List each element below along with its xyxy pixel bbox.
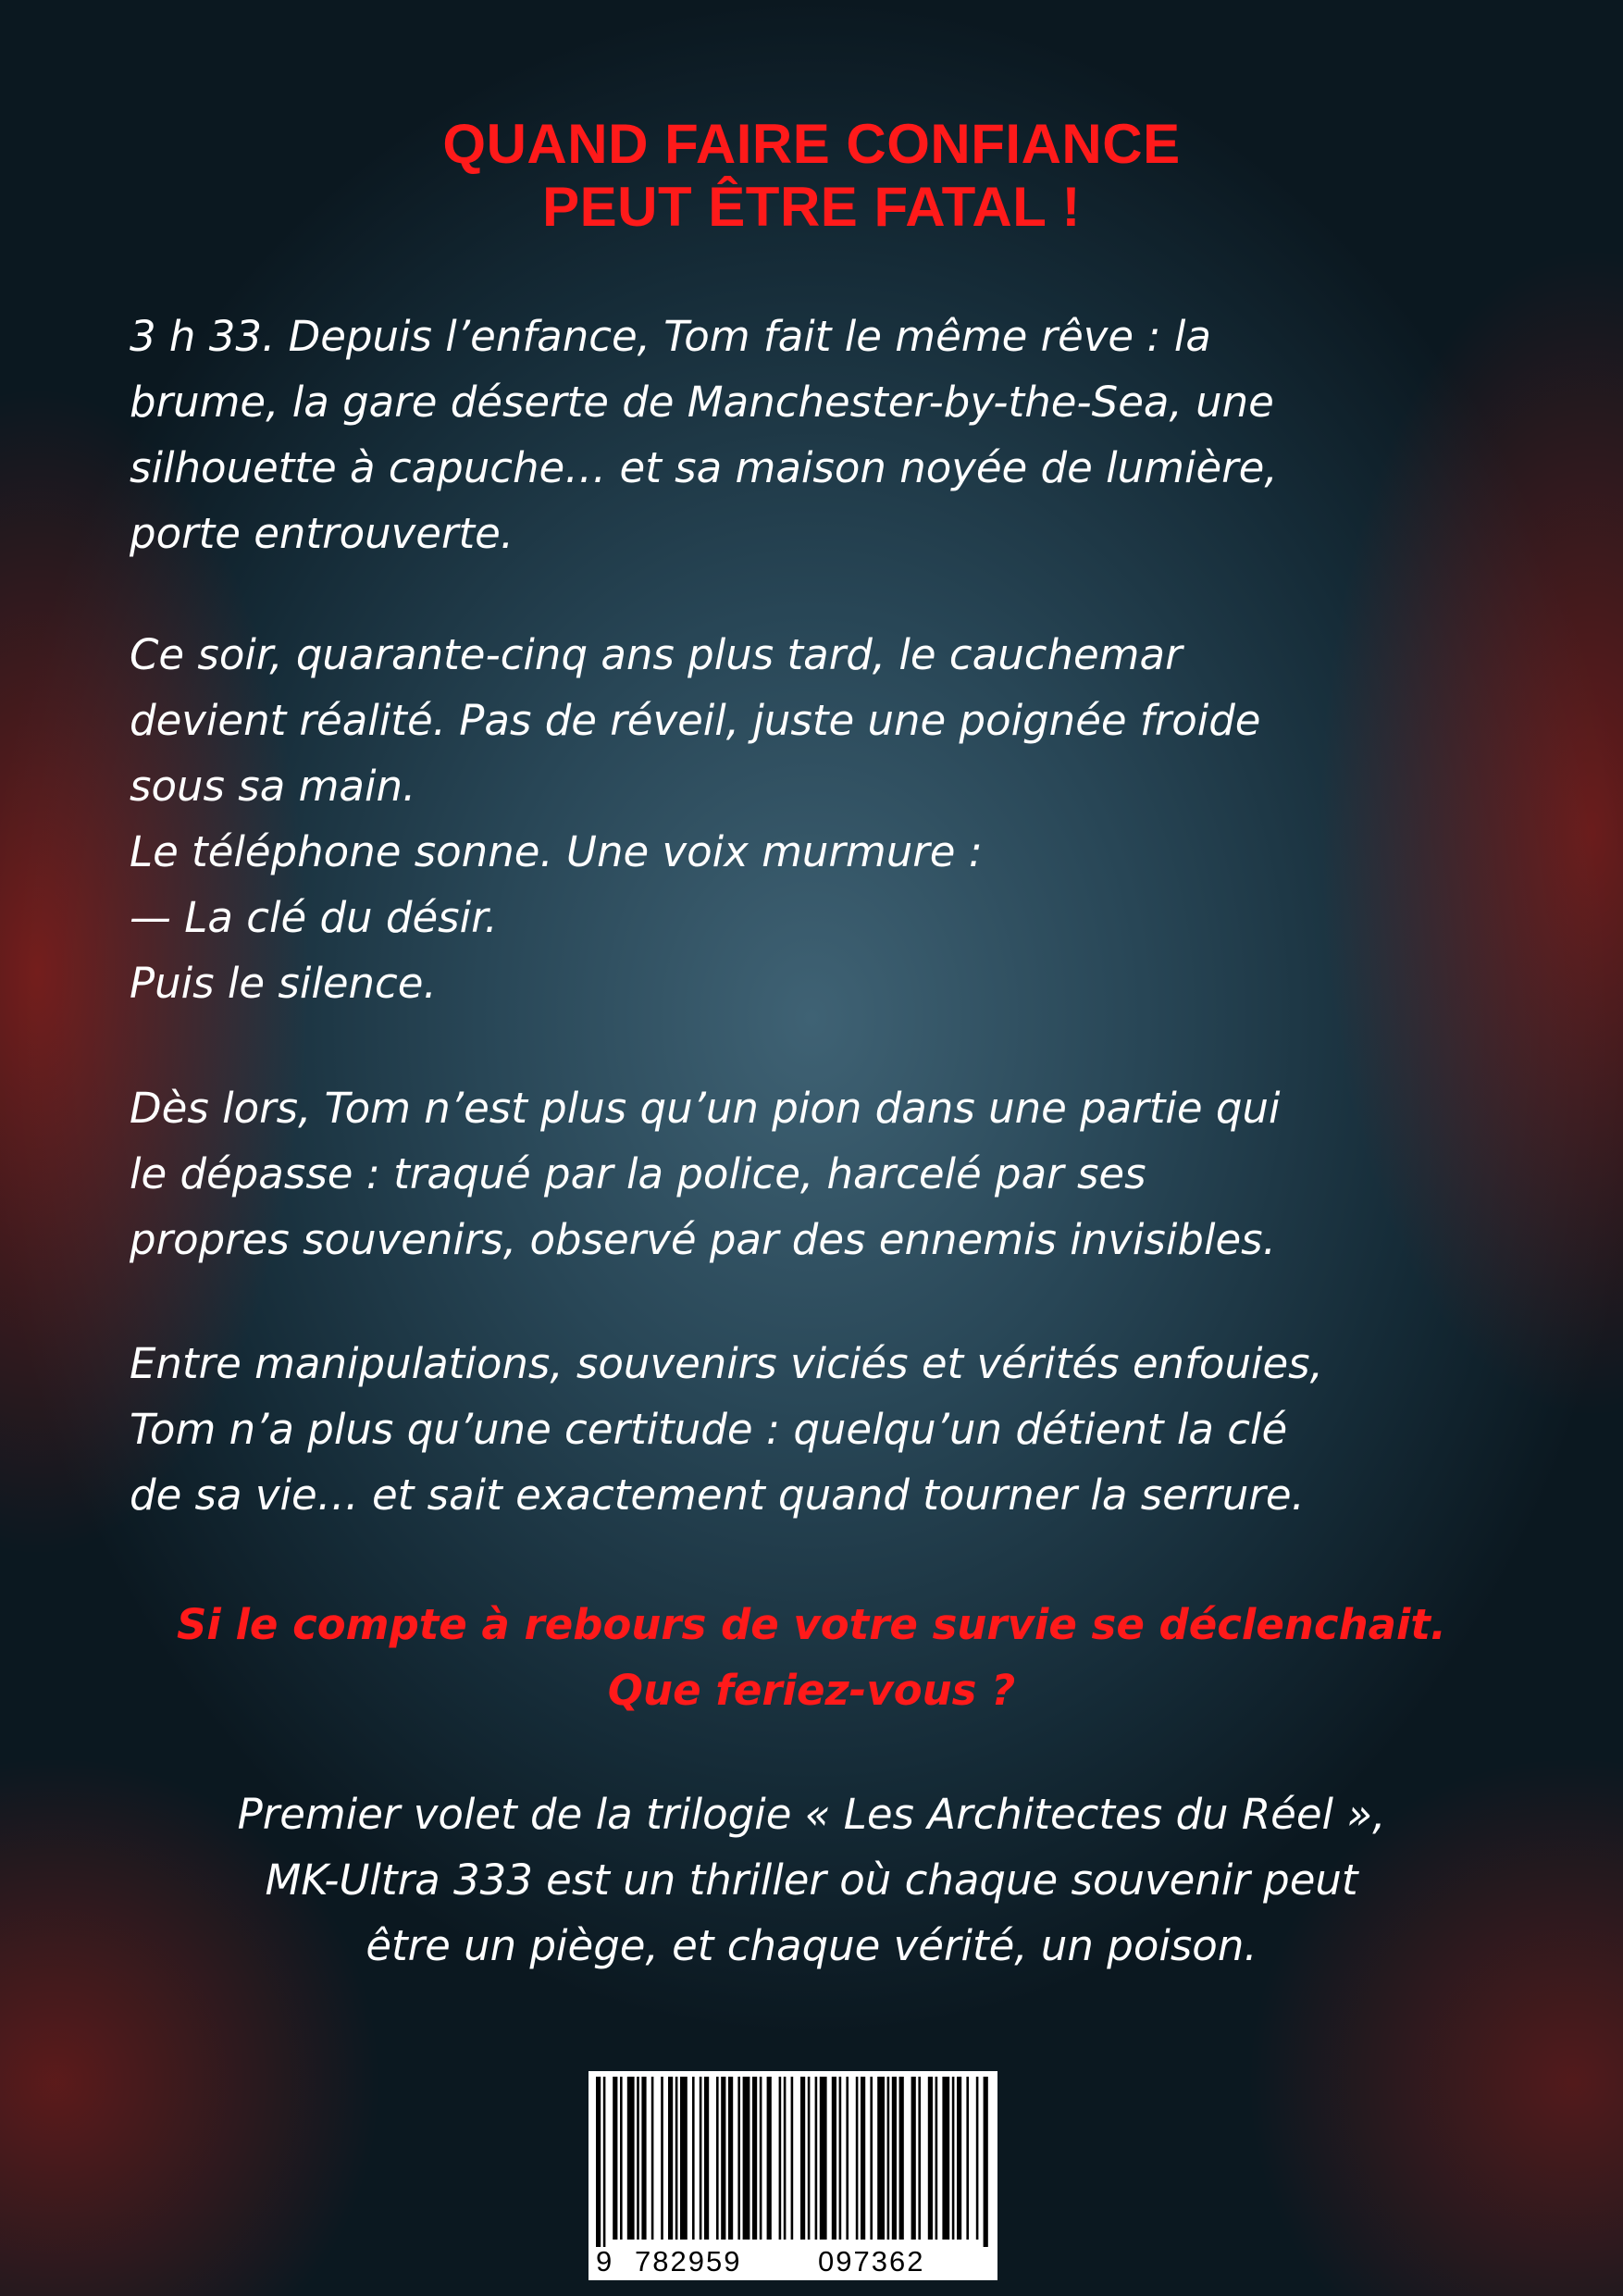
barcode-bar [808,2077,811,2240]
barcode-bar [704,2077,709,2240]
barcode-bar [651,2077,654,2240]
synopsis-paragraph-1 [130,304,1405,566]
paragraph-line: silhouette à capuche… et sa maison noyée de lumière, [130,443,1278,492]
barcode-bar [716,2077,719,2240]
series-blurb [0,1781,1623,1979]
barcode-bars [588,2071,997,2247]
paragraph-line: Entre manipulations, souvenirs viciés et vérités enfouies, [130,1339,1323,1388]
paragraph-line: Dès lors, Tom n’est plus qu’un pion dans une partie qui [130,1084,1281,1133]
paragraph-line: Tom n’a plus qu’une certitude : quelqu’un détient la clé [130,1405,1288,1454]
paragraph-line: Puis le silence. [130,959,437,1008]
barcode-bar [928,2077,933,2240]
paragraph-line: 3 h 33. Depuis l’enfance, Tom fait le même rêve : la [130,312,1211,361]
isbn-first-digit: 9 [596,2245,613,2277]
barcode-bar [700,2077,702,2240]
question-line-1: Si le compte à rebours de votre survie se déclenchait. [176,1600,1447,1649]
paragraph-line: le dépasse : traqué par la police, harcelé par ses [130,1149,1146,1198]
paragraph-line: sous sa main. [130,762,416,811]
barcode-bar [966,2077,969,2240]
barcode-bar [976,2077,979,2240]
barcode-bar [832,2077,836,2240]
barcode-bar [918,2077,921,2240]
barcode-bar [877,2077,885,2240]
paragraph-line: brume, la gare déserte de Manchester-by-the-Sea, une [130,378,1274,427]
barcode-bar [899,2077,904,2240]
barcode-bar [779,2077,782,2240]
teaser-question [0,1592,1623,1723]
barcode-bar [596,2077,601,2247]
barcode-bar [784,2077,787,2240]
barcode-bar [613,2077,617,2240]
barcode-bar [661,2077,663,2240]
barcode-bar [637,2077,639,2240]
paragraph-line: — La clé du désir. [130,893,498,942]
paragraph-line: de sa vie… et sait exactement quand tourner la serrure. [130,1471,1305,1520]
blurb-line-2: MK-Ultra 333 est un thriller où chaque souvenir peut [265,1855,1358,1905]
barcode-bar [743,2077,750,2240]
barcode-bar [887,2077,890,2240]
barcode-bar [856,2077,859,2240]
paragraph-line: devient réalité. Pas de réveil, juste une poignée froide [130,696,1261,745]
barcode-bar [692,2077,695,2240]
paragraph-line: porte entrouverte. [130,509,514,558]
barcode-bar [984,2077,988,2247]
isbn-barcode [588,2071,997,2280]
barcode-bar [935,2077,938,2240]
blurb-line-1: Premier volet de la trilogie « Les Architectes du Réel », [237,1790,1386,1839]
paragraph-line: Le téléphone sonne. Une voix murmure : [130,827,983,876]
barcode-bar [861,2077,865,2240]
barcode-bar [728,2077,733,2240]
barcode-bar [627,2077,635,2240]
synopsis-paragraph-4 [130,1331,1405,1528]
barcode-bar [911,2077,916,2240]
barcode-bar [668,2077,673,2240]
barcode-bar [839,2077,842,2240]
paragraph-line: Ce soir, quarante-cinq ans plus tard, le cauchemar [130,630,1183,679]
blurb-line-3: être un piège, et chaque vérité, un poison. [365,1921,1258,1970]
barcode-bar [721,2077,725,2240]
barcode-bar [752,2077,757,2240]
barcode-bar [820,2077,827,2240]
barcode-bar [815,2077,818,2240]
barcode-bar [760,2077,762,2240]
synopsis-paragraph-3 [130,1075,1405,1272]
barcode-bar [737,2077,740,2240]
headline [0,113,1623,239]
barcode-bar [603,2077,606,2247]
barcode-bar [952,2077,955,2240]
barcode-bar [942,2077,949,2240]
synopsis-paragraph-2 [130,622,1405,1016]
barcode-bar [800,2077,805,2240]
barcode-bar [620,2077,623,2240]
isbn-group-2: 097362 [818,2245,925,2277]
barcode-bar [957,2077,961,2240]
barcode-bar [846,2077,849,2240]
barcode-bar [680,2077,688,2240]
barcode-bar [767,2077,772,2240]
barcode-bar [892,2077,897,2240]
headline-line-1: QUAND FAIRE CONFIANCE [442,113,1181,175]
question-line-2: Que feriez-vous ? [607,1666,1016,1715]
barcode-bar [675,2077,678,2240]
isbn-number [588,2245,997,2278]
paragraph-line: propres souvenirs, observé par des ennemis invisibles. [130,1215,1276,1264]
barcode-bar [791,2077,794,2240]
isbn-group-1: 782959 [635,2245,742,2277]
headline-line-2: PEUT ÊTRE FATAL ! [542,176,1081,238]
barcode-bar [870,2077,873,2240]
barcode-bar [641,2077,646,2240]
